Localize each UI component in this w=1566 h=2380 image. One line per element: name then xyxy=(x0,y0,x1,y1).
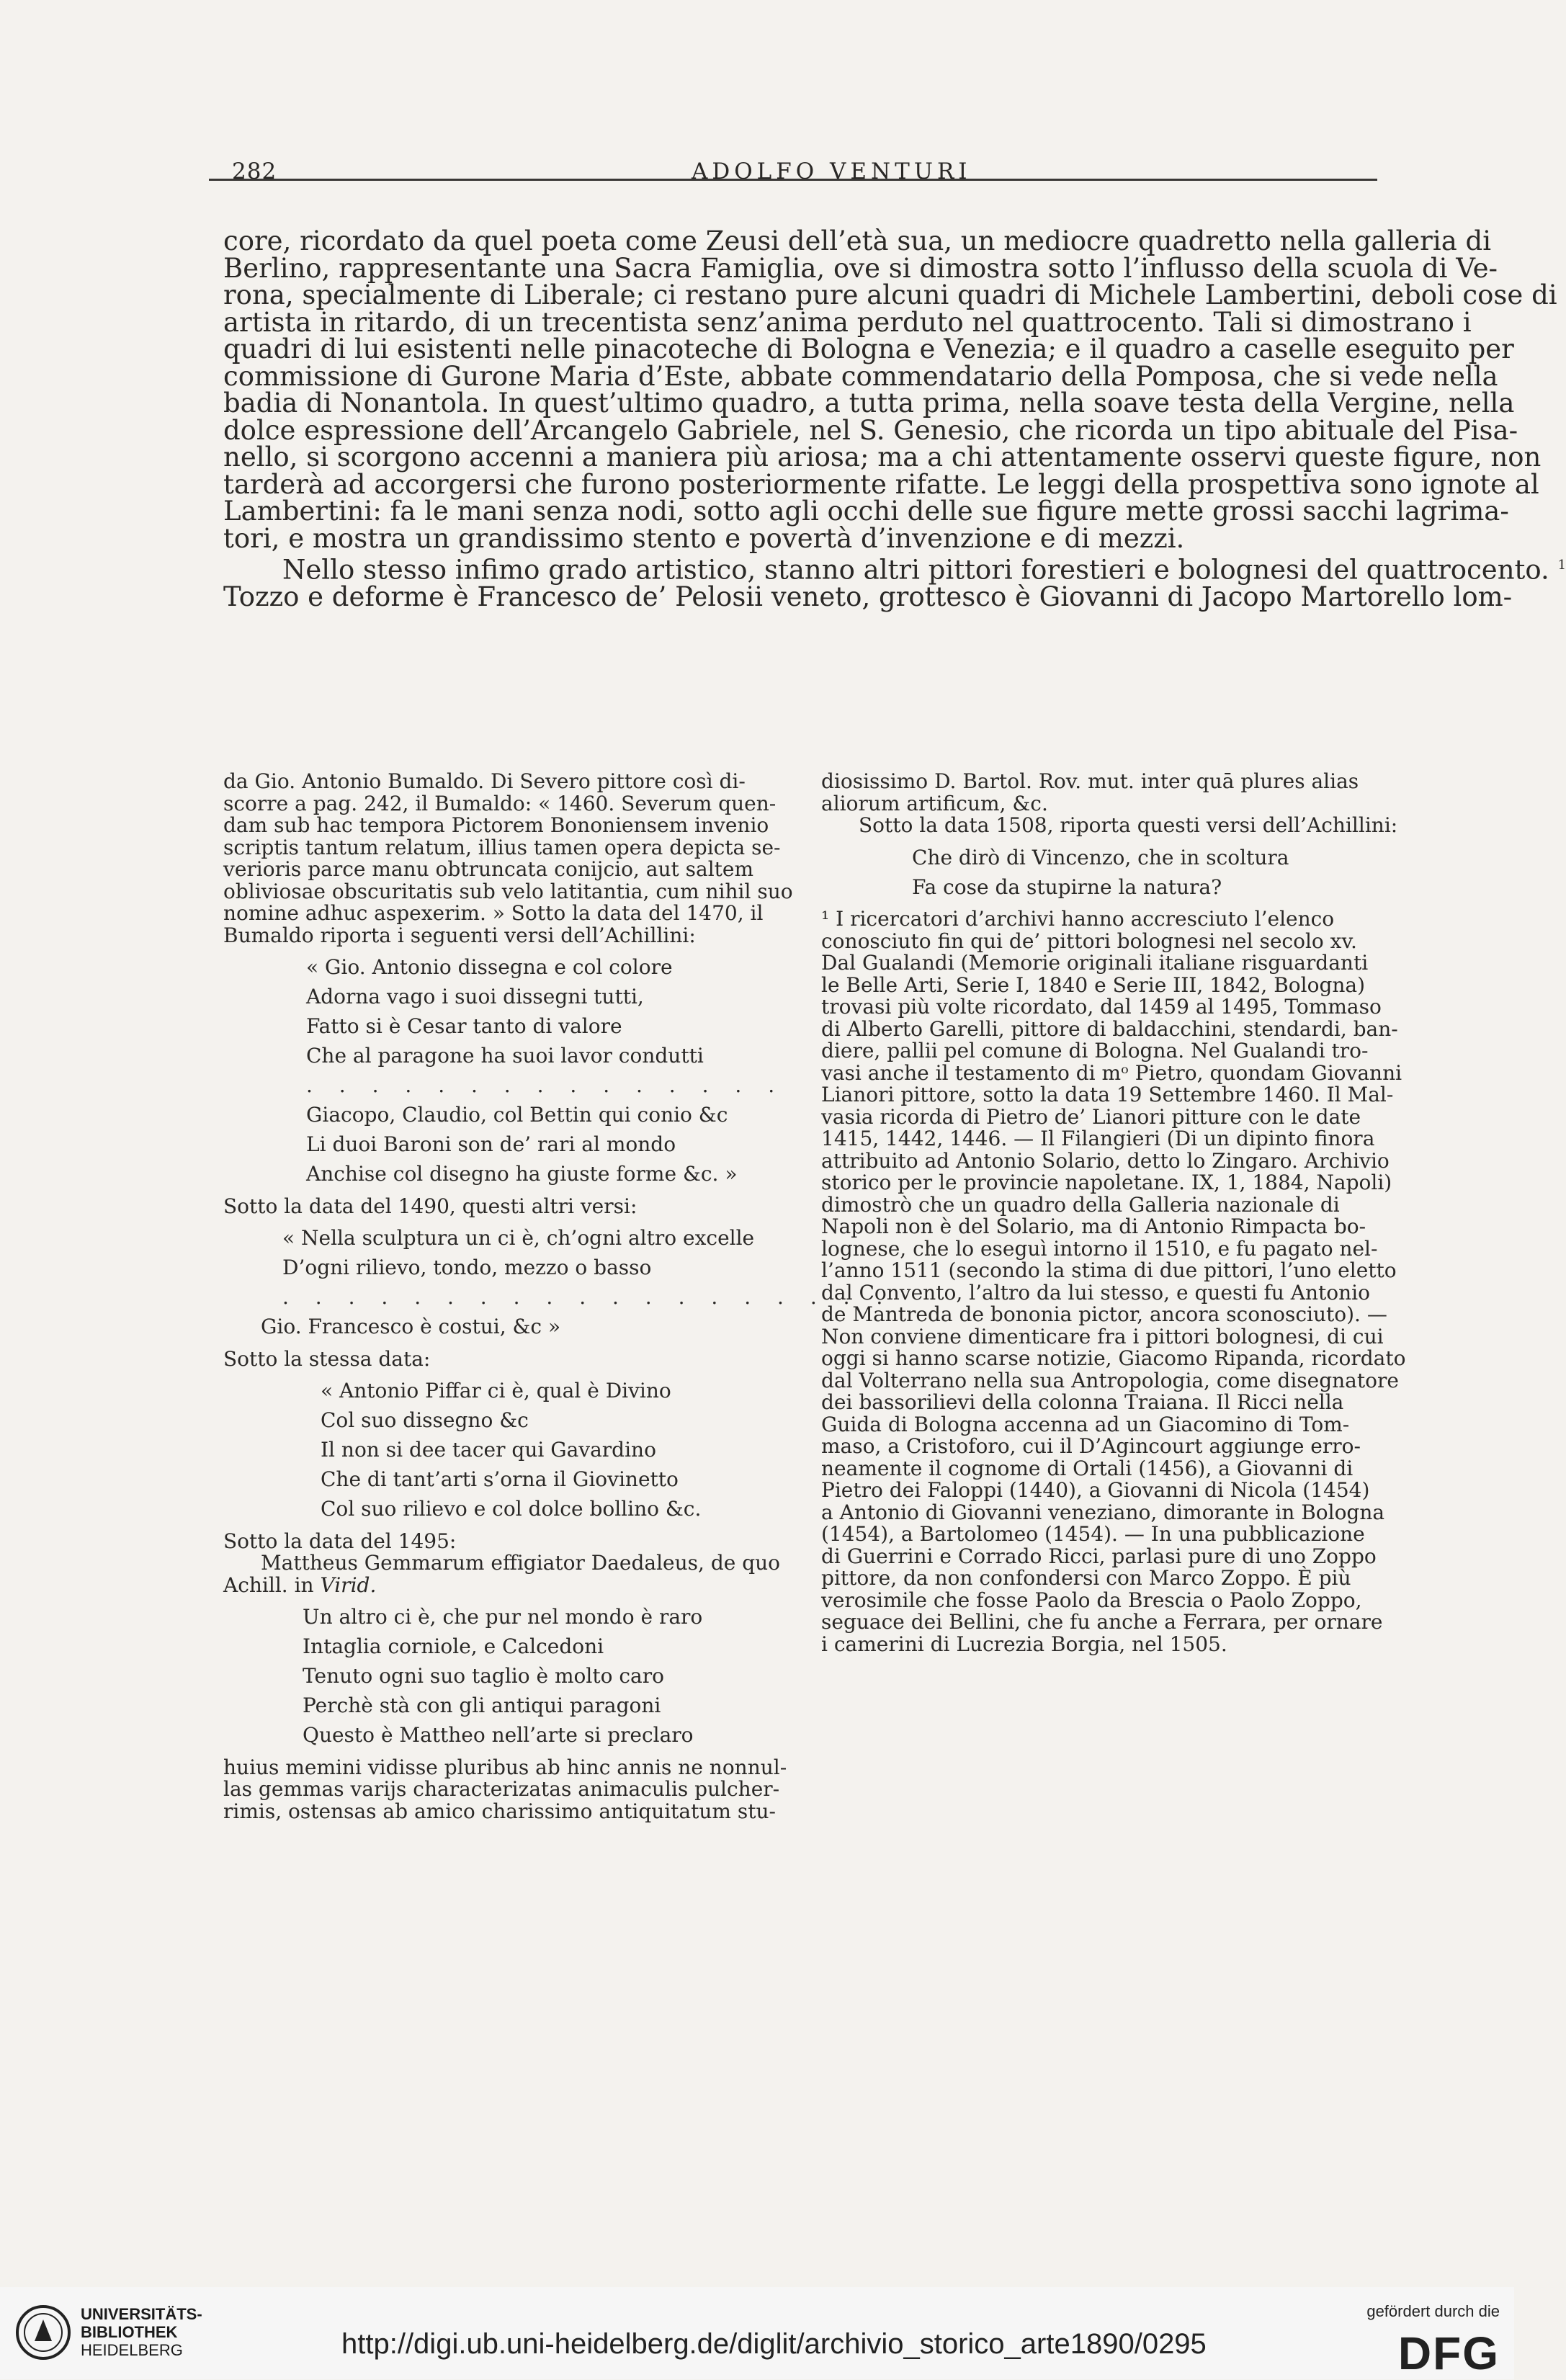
footnote-column-right xyxy=(821,769,1406,1656)
text-line: di Alberto Garelli, pittore di baldacchini, stendardi, ban- xyxy=(821,1016,1398,1041)
verse-line: Col suo rilievo e col dolce bollino &c. xyxy=(321,1497,702,1521)
verse-block xyxy=(306,957,792,1186)
text-line: huius memini vidisse pluribus ab hinc annis ne nonnul- xyxy=(223,1755,787,1779)
continued-text xyxy=(821,769,1398,837)
text-line: Mattheus Gemmarum effigiator Daedaleus, de quo xyxy=(261,1551,781,1575)
header-rule xyxy=(209,179,1377,181)
paragraph-1 xyxy=(223,225,1557,554)
text-line: storico per le provincie napoletane. IX, 1, 1884, Napoli) xyxy=(821,1171,1392,1194)
text-line: dei bassorilievi della colonna Traiana. Il Ricci nella xyxy=(821,1390,1344,1414)
text-line: Bumaldo riporta i seguenti versi dell’Achillini: xyxy=(223,923,696,947)
text-line xyxy=(223,552,1566,586)
text-line: neamente il cognome di Ortali (1456), a Giovanni di xyxy=(821,1456,1354,1480)
university-seal-icon xyxy=(14,2304,72,2361)
footnote-1 xyxy=(821,907,1406,1656)
text-line: vasia ricorda di Pietro de’ Lianori pitture con le date xyxy=(821,1104,1361,1129)
text-line: trovasi più volte ricordato, dal 1459 al 1495, Tommaso xyxy=(821,995,1382,1019)
text-line: Berlino, rappresentante una Sacra Famiglia, ove si dimostra sotto l’influsso della scuola di Ve- xyxy=(223,252,1498,284)
intro-text xyxy=(223,771,792,947)
text-line: las gemmas varijs characterizatas animaculis pulcher- xyxy=(223,1777,780,1801)
verse-line: Questo è Mattheo nell’arte si preclaro xyxy=(303,1723,694,1747)
text-line: scriptis tantum relatum, illius tamen opera depicta se- xyxy=(223,835,781,859)
text-line: conosciuto fin qui de’ pittori bolognesi nel secolo xv. xyxy=(821,929,1357,953)
text-line: verioris parce manu obtruncata conijcio, aut saltem xyxy=(223,857,754,881)
verse-line: « Nella sculptura un ci è, ch’ogni altro excelle xyxy=(282,1226,755,1250)
text-line: pittore, da non confondersi con Marco Zoppo. È più xyxy=(821,1566,1351,1590)
text-line: Napoli non è del Solario, ma di Antonio Rimpacta bo- xyxy=(821,1214,1366,1238)
text-line: rona, specialmente di Liberale; ci restano pure alcuni quadri di Michele Lambertini, deboli cose di xyxy=(223,279,1557,310)
text-line: seguace dei Bellini, che fu anche a Ferrara, per ornare xyxy=(821,1610,1383,1634)
text-fragment: Achill. in xyxy=(223,1572,321,1597)
text-line: Dal Gualandi (Memorie originali italiane risguardanti xyxy=(821,951,1369,975)
verse-line: Intaglia corniole, e Calcedoni xyxy=(303,1634,604,1658)
running-head: ADOLFO VENTURI xyxy=(692,158,972,184)
text-line: lognese, che lo eseguì intorno il 1510, e fu pagato nel- xyxy=(821,1236,1378,1261)
verse-line: Il non si dee tacer qui Gavardino xyxy=(321,1438,656,1462)
verse-block xyxy=(261,1226,893,1338)
text-line: dam sub hac tempora Pictorem Bononiensem invenio xyxy=(223,813,769,837)
text-line: Sotto la data del 1495: xyxy=(223,1529,457,1553)
library-name-line: HEIDELBERG xyxy=(81,2341,183,2359)
text-line: tori, e mostra un grandissimo stento e povertà d’invenzione e di mezzi. xyxy=(223,522,1185,554)
verse-line: Che al paragone ha suoi lavor condutti xyxy=(306,1044,704,1068)
verse-line: Adorna vago i suoi dissegni tutti, xyxy=(306,985,644,1008)
verse-line: Perchè stà con gli antiqui paragoni xyxy=(303,1694,661,1717)
text-line: Sotto la data 1508, riporta questi versi dell’Achillini: xyxy=(859,813,1398,837)
text-line: rimis, ostensas ab amico charissimo antiquitatum stu- xyxy=(223,1799,776,1823)
ellipsis-dots: . . . . . . . . . . . . . . . . . . . xyxy=(282,1285,893,1309)
text-line: Guida di Bologna accenna ad un Giacomino di Tom- xyxy=(821,1412,1350,1436)
verse-block xyxy=(912,847,1383,899)
text-line: di Guerrini e Corrado Ricci, parlasi pure di uno Zoppo xyxy=(821,1544,1377,1568)
verse-line: Col suo dissegno &c xyxy=(321,1408,529,1432)
text-line: ¹ I ricercatori d’archivi hanno accresciuto l’elenco xyxy=(821,907,1335,931)
verse-line: Anchise col disegno ha giuste forme &c. » xyxy=(306,1162,738,1186)
text-line: Lambertini: fa le mani senza nodi, sotto agli occhi delle sue figure mette grossi sacchi lagrima- xyxy=(223,496,1509,527)
text-line: attribuito ad Antonio Solario, detto lo Zingaro. Archivio xyxy=(821,1148,1390,1173)
text-line: scorre a pag. 242, il Bumaldo: « 1460. Severum quen- xyxy=(223,791,777,815)
text-line: vasi anche il testamento di mᵒ Pietro, quondam Giovanni xyxy=(821,1060,1402,1085)
verse-line: D’ogni rilievo, tondo, mezzo o basso xyxy=(282,1256,652,1279)
text-line: i camerini di Lucrezia Borgia, nel 1505. xyxy=(821,1632,1227,1656)
verse-line: « Gio. Antonio dissegna e col colore xyxy=(306,955,673,979)
verse-line: Che di tant’arti s’orna il Giovinetto xyxy=(321,1467,679,1491)
text-line: Lianori pittore, sotto la data 19 Settembre 1460. Il Mal- xyxy=(821,1083,1394,1106)
verse-block xyxy=(321,1380,792,1521)
paragraph-2-continued xyxy=(223,581,1513,612)
page-number: 282 xyxy=(232,158,277,184)
text-line: maso, a Cristoforo, cui il D’Agincourt aggiunge erro- xyxy=(821,1434,1361,1458)
verse-line: Che dirò di Vincenzo, che in scoltura xyxy=(912,845,1289,869)
text-fragment: Nello stesso infimo grado artistico, stanno altri pittori forestieri e bolognesi del quattrocento. xyxy=(282,554,1549,586)
funding-note: gefördert durch die xyxy=(1366,2302,1500,2320)
text-line: nello, si scorgono accenni a maniera più ariosa; ma a chi attentamente osservi queste figure, non xyxy=(223,442,1542,473)
text-line: Pietro dei Faloppi (1440), a Giovanni di Nicola (1454) xyxy=(821,1478,1370,1502)
latin-citation xyxy=(223,1552,792,1596)
text-line: le Belle Arti, Serie I, 1840 e Serie III, 1842, Bologna) xyxy=(821,972,1366,997)
text-line: oggi si hanno scarse notizie, Giacomo Ripanda, ricordato xyxy=(821,1346,1406,1370)
text-line: (1454), a Bartolomeo (1454). — In una pubblicazione xyxy=(821,1522,1365,1546)
text-line: dimostrò che un quadro della Galleria nazionale di xyxy=(821,1192,1340,1217)
italic-text: Virid. xyxy=(320,1572,377,1597)
closing-text xyxy=(223,1757,792,1823)
text-line: badia di Nonantola. In quest’ultimo quadro, a tutta prima, nella soave testa della Vergine, nella xyxy=(223,388,1515,419)
verse-line: Fa cose da stupirne la natura? xyxy=(912,874,1222,899)
text-line: 1415, 1442, 1446. — Il Filangieri (Di un dipinto finora xyxy=(821,1127,1375,1150)
text-line: verosimile che fosse Paolo da Brescia o Paolo Zoppo, xyxy=(821,1588,1362,1612)
library-name xyxy=(81,2305,202,2359)
footnote-marker: 1 xyxy=(1557,558,1566,573)
text-line: a Antonio di Giovanni veneziano, dimorante in Bologna xyxy=(821,1500,1385,1524)
library-name-line: BIBLIOTHEK xyxy=(81,2323,178,2341)
text-line: de Mantreda de bononia pictor, ancora sconosciuto). — xyxy=(821,1302,1387,1326)
paragraph-2 xyxy=(223,552,1566,586)
text-line: Sotto la data del 1490, questi altri versi: xyxy=(223,1194,637,1218)
verse-line: Gio. Francesco è costui, &c » xyxy=(261,1315,561,1338)
verse-line: « Antonio Piffar ci è, qual è Divino xyxy=(321,1379,671,1402)
verse-line: Un altro ci è, che pur nel mondo è raro xyxy=(303,1605,703,1629)
text-line: commissione di Gurone Maria d’Este, abbate commendatario della Pomposa, che si vede nella xyxy=(223,360,1498,392)
text-line: diosissimo D. Bartol. Rov. mut. inter quā plures alias xyxy=(821,769,1359,793)
library-name-line: UNIVERSITÄTS- xyxy=(81,2305,202,2323)
text-line: diere, pallii pel comune di Bologna. Nel Gualandi tro- xyxy=(821,1039,1369,1062)
ellipsis-dots: . . . . . . . . . . . . . . . xyxy=(306,1073,785,1097)
text-line: obliviosae obscuritatis sub velo latitantia, cum nihil suo xyxy=(223,879,793,903)
text-line: core, ricordato da quel poeta come Zeusi dell’età sua, un mediocre quadretto nella galleria di xyxy=(223,225,1492,256)
verse-line: Giacopo, Claudio, col Bettin qui conio &c xyxy=(306,1103,728,1127)
verse-block xyxy=(303,1606,792,1747)
text-line: dolce espressione dell’Arcangelo Gabriele, nel S. Genesio, che ricorda un tipo abituale del Pisa- xyxy=(223,414,1518,446)
text-line xyxy=(223,1572,792,1597)
document-url-link[interactable]: http://digi.ub.uni-heidelberg.de/diglit/archivio_storico_arte1890/0295 xyxy=(341,2328,1207,2360)
text-line: da Gio. Antonio Bumaldo. Di Severo pittore così di- xyxy=(223,769,746,793)
dfg-logo: DFG xyxy=(1397,2327,1500,2379)
text-line: dal Convento, l’altro da lui stesso, e questi fu Antonio xyxy=(821,1280,1370,1305)
text-line: Non conviene dimenticare fra i pittori bolognesi, di cui xyxy=(821,1324,1384,1348)
text-line: artista in ritardo, di un trecentista senz’anima perduto nel quattrocento. Tali si dimostrano i xyxy=(223,306,1472,338)
verse-line: Li duoi Baroni son de’ rari al mondo xyxy=(306,1132,676,1156)
main-text xyxy=(223,225,1566,612)
text-line: nomine adhuc aspexerim. » Sotto la data del 1470, il xyxy=(223,901,764,925)
verse-line: Fatto si è Cesar tanto di valore xyxy=(306,1014,622,1038)
text-line: quadri di lui esistenti nelle pinacoteche di Bologna e Venezia; e il quadro a caselle eseguito per xyxy=(223,334,1514,364)
verse-line: Tenuto ogni suo taglio è molto caro xyxy=(303,1664,664,1688)
text-line: aliorum artificum, &c. xyxy=(821,791,1048,815)
text-line: tarderà ad accorgersi che furono posteriormente rifatte. Le leggi della prospettiva sono ignote al xyxy=(223,468,1539,500)
text-line: l’anno 1511 (secondo la stima di due pittori, l’uno eletto xyxy=(821,1258,1397,1282)
text-line: dal Volterrano nella sua Antropologia, come disegnatore xyxy=(821,1368,1399,1392)
text-line: Sotto la stessa data: xyxy=(223,1346,431,1371)
footnote-column-left xyxy=(223,769,893,1823)
text-line: Tozzo e deforme è Francesco de’ Pelosii veneto, grottesco è Giovanni di Jacopo Martorello lom- xyxy=(223,581,1513,612)
